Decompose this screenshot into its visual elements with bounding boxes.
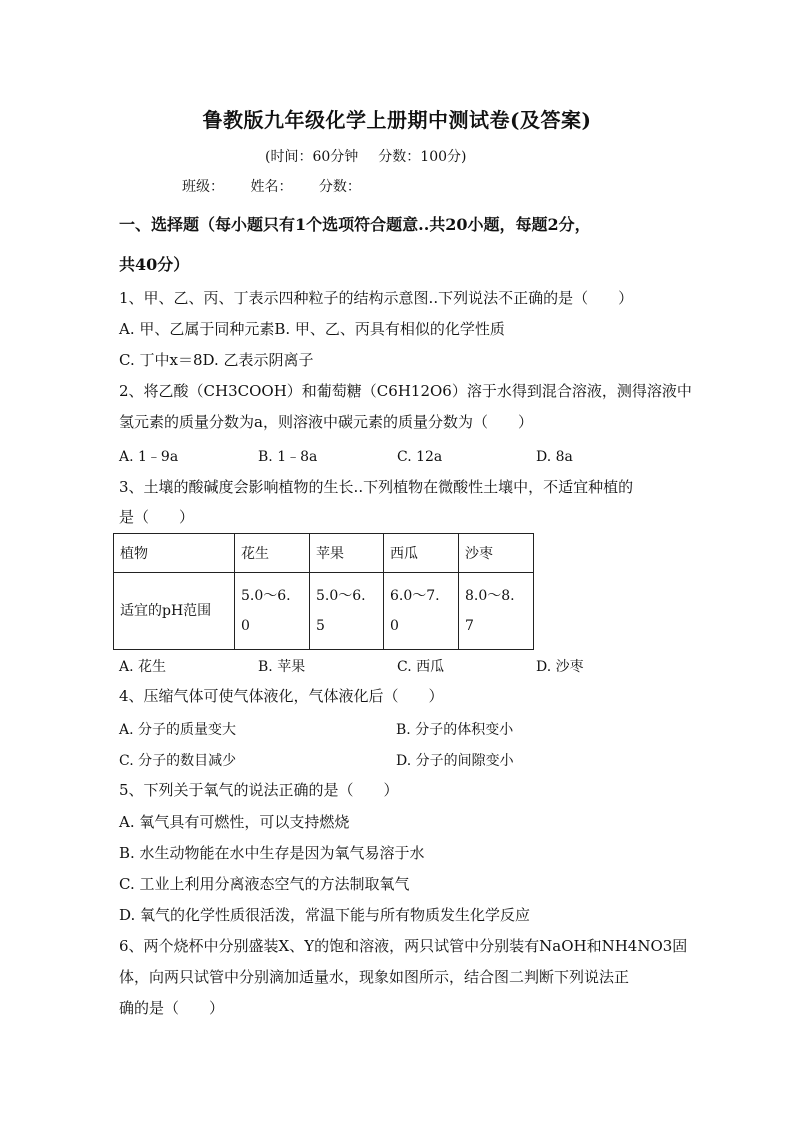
table-cell-line: 6.0～7.: [390, 588, 440, 604]
table-cell: [235, 573, 310, 650]
question-5-option-c: C. 工业上利用分离液态空气的方法制取氧气: [119, 875, 410, 893]
question-6-stem-line-2: 体，向两只试管中分别滴加适量水，现象如图所示，结合图二判断下列说法正: [119, 968, 630, 986]
question-5-option-a: A. 氧气具有可燃性，可以支持燃烧: [119, 813, 350, 831]
table-cell-line: 5.0～6.: [316, 588, 366, 604]
table-header-row: [114, 534, 534, 573]
ph-range-table: [113, 533, 534, 650]
question-4-option-b: B. 分子的体积变小: [396, 722, 514, 738]
question-2-options: [119, 446, 675, 466]
question-3-option-d: D. 沙枣: [536, 659, 584, 675]
question-5-option-b: B. 水生动物能在水中生存是因为氧气易溶于水: [119, 844, 425, 862]
table-row-label: 适宜的pH范围: [114, 573, 235, 650]
table-cell-line: 0: [241, 618, 250, 634]
question-4-option-a: A. 分子的质量变大: [119, 722, 237, 738]
exam-time: (时间：60分钟: [265, 149, 359, 165]
table-header-cell: 沙枣: [459, 534, 534, 573]
class-label: 班级：: [182, 179, 224, 195]
table-cell: [384, 573, 459, 650]
table-cell-line: 8.0～8.: [465, 588, 515, 604]
exam-time-score: [265, 146, 486, 166]
table-row: [114, 573, 534, 650]
section-heading-line-1: 一、选择题（每小题只有1个选项符合题意..共20小题，每题2分，: [119, 215, 591, 234]
question-6-stem-line-1: 6、两个烧杯中分别盛装X、Y的饱和溶液，两只试管中分别装有NaOH和NH4NO3固: [119, 937, 688, 955]
table-cell-line: 5.0～6.: [241, 588, 291, 604]
table-header-cell: 西瓜: [384, 534, 459, 573]
question-2-option-b: B. 1﹣8a: [258, 449, 318, 465]
question-3-option-c: C. 西瓜: [397, 659, 445, 675]
question-2-option-d: D. 8a: [536, 449, 573, 465]
question-1-options-cd: C. 丁中x＝8D. 乙表示阴离子: [119, 351, 314, 369]
question-3-option-a: A. 花生: [119, 659, 167, 675]
question-1-stem: 1、甲、乙、丙、丁表示四种粒子的结构示意图..下列说法不正确的是（ ）: [119, 289, 634, 307]
section-heading-line-2: 共40分）: [119, 255, 190, 274]
exam-total-score: 分数：100分): [378, 149, 467, 165]
question-2-stem-line-2: 氢元素的质量分数为a，则溶液中碳元素的质量分数为（ ）: [119, 413, 533, 431]
question-4-options-ab: [119, 719, 673, 739]
question-2-stem-line-1: 2、将乙酸（CH3COOH）和葡萄糖（C6H12O6）溶于水得到混合溶液，测得溶液中: [119, 382, 692, 400]
question-4-option-d: D. 分子的间隙变小: [396, 753, 514, 769]
question-4-stem: 4、压缩气体可使气体液化，气体液化后（ ）: [119, 687, 444, 705]
question-4-option-c: C. 分子的数目减少: [119, 753, 237, 769]
table-cell: [310, 573, 384, 650]
question-1-options-ab: A. 甲、乙属于同种元素B. 甲、乙、丙具有相似的化学性质: [119, 320, 505, 338]
name-label: 姓名：: [250, 179, 293, 195]
question-3-stem-line-1: 3、土壤的酸碱度会影响植物的生长..下列植物在微酸性土壤中，不适宜种植的: [119, 478, 634, 496]
question-6-stem-line-3: 确的是（ ）: [119, 999, 225, 1017]
table-cell-line: 5: [316, 618, 325, 634]
table-header-cell: 植物: [114, 534, 235, 573]
question-3-option-b: B. 苹果: [258, 659, 306, 675]
question-5-option-d: D. 氧气的化学性质很活泼，常温下能与所有物质发生化学反应: [119, 906, 531, 924]
question-2-option-c: C. 12a: [397, 449, 443, 465]
score-label: 分数：: [318, 179, 361, 195]
student-info-line: [182, 176, 383, 196]
question-4-options-cd: [119, 750, 673, 770]
table-header-cell: 花生: [235, 534, 310, 573]
table-cell: [459, 573, 534, 650]
question-3-options: [119, 656, 675, 676]
table-cell-line: 0: [390, 618, 399, 634]
page-title: 鲁教版九年级化学上册期中测试卷(及答案): [202, 108, 592, 132]
question-5-stem: 5、下列关于氧气的说法正确的是（ ）: [119, 781, 399, 799]
table-cell-line: 7: [465, 618, 474, 634]
question-3-stem-line-2: 是（ ）: [119, 508, 195, 526]
table-header-cell: 苹果: [310, 534, 384, 573]
question-2-option-a: A. 1﹣9a: [119, 449, 179, 465]
